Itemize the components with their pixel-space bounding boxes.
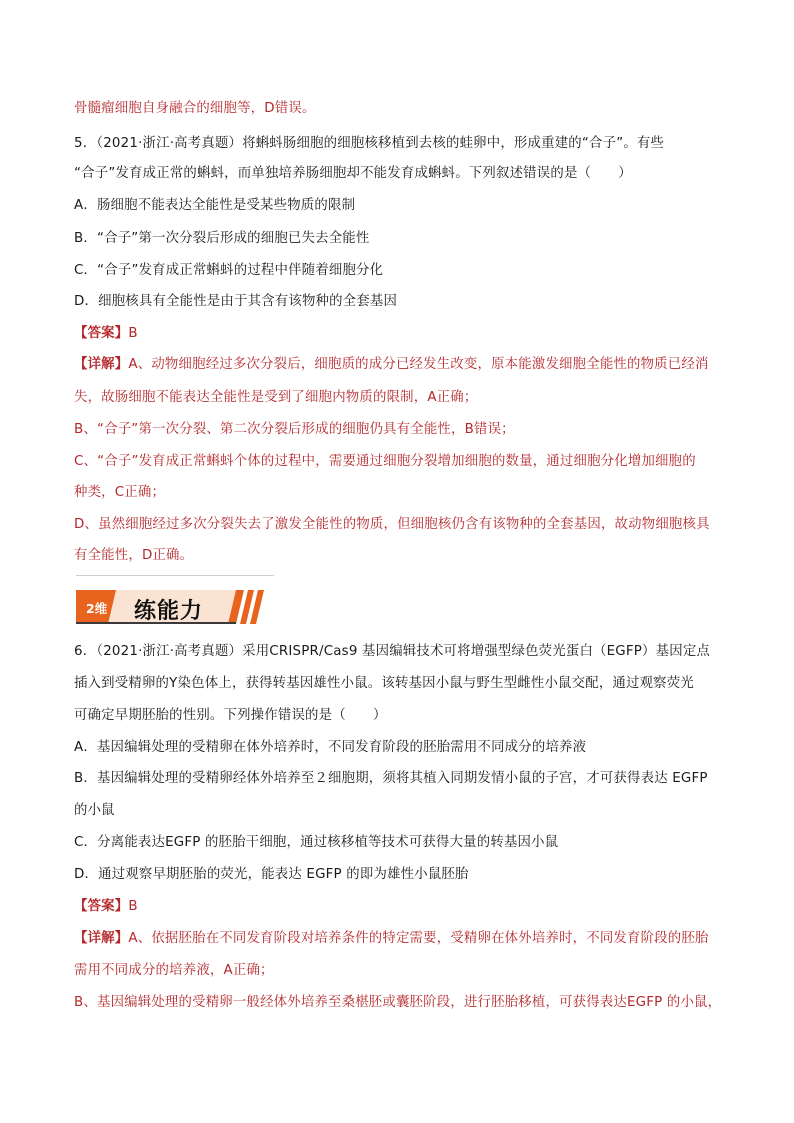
q6-option-c: C．分离能表达EGFP 的胚胎干细胞，通过核移植等技术可获得大量的转基因小鼠 [74,835,559,850]
q5-detail-line-4: C、“合子”发育成正常蝌蚪个体的过程中，需要通过细胞分裂增加细胞的数量，通过细胞分化增加细胞的 [74,454,696,469]
q6-stem-line-1: 6．（2021·浙江·高考真题）采用CRISPR/Cas9 基因编辑技术可将增强型绿色荧光蛋白（EGFP）基因定点 [74,644,711,659]
q6-option-b-line-1: B．基因编辑处理的受精卵经体外培养至２细胞期，须将其植入同期发情小鼠的子宫，才可获得表达 EGFP [74,771,708,786]
answer-value: B [128,899,138,914]
section-tag: 2维 [86,601,108,616]
detail-text: A、动物细胞经过多次分裂后，细胞质的成分已经发生改变，原本能激发细胞全能性的物质已经消 [128,357,709,372]
q5-detail-line-1 [74,356,709,374]
detail-label: 【详解】 [74,357,129,372]
detail-label: 【详解】 [74,931,129,946]
detail-text: A、依据胚胎在不同发育阶段对培养条件的特定需要，受精卵在体外培养时，不同发育阶段的胚胎 [128,931,709,946]
q5-stem-line-1: 5．（2021·浙江·高考真题）将蝌蚪肠细胞的细胞核移植到去核的蛙卵中，形成重建的“合子”。有些 [74,136,665,151]
q6-answer [74,898,138,916]
q6-option-b-line-2: 的小鼠 [74,803,115,818]
q6-option-a: A．基因编辑处理的受精卵在体外培养时，不同发育阶段的胚胎需用不同成分的培养液 [74,740,587,755]
q5-option-a: A．肠细胞不能表达全能性是受某些物质的限制 [74,198,356,213]
q6-detail-line-2: 需用不同成分的培养液，A正确； [74,963,274,978]
q5-stem-line-2: “合子”发育成正常的蝌蚪，而单独培养肠细胞却不能发育成蝌蚪。下列叙述错误的是（ ） [74,166,632,181]
previous-answer-continuation: 骨髓瘤细胞自身融合的细胞等，D错误。 [74,101,316,116]
answer-value: B [128,326,138,341]
answer-label: 【答案】 [74,326,129,341]
section-title: 练能力 [134,599,204,624]
section-banner [76,590,266,624]
section-divider [76,575,274,576]
q5-detail-line-5: 种类，C正确； [74,485,166,500]
q5-option-d: D．细胞核具有全能性是由于其含有该物种的全套基因 [74,294,398,309]
q5-option-b: B．“合子”第一次分裂后形成的细胞已失去全能性 [74,231,370,246]
q5-option-c: C．“合子”发育成正常蝌蚪的过程中伴随着细胞分化 [74,263,384,278]
q5-detail-line-2: 失，故肠细胞不能表达全能性是受到了细胞内物质的限制，A正确； [74,390,478,405]
q6-stem-line-3: 可确定早期胚胎的性别。下列操作错误的是（ ） [74,708,387,723]
q5-detail-line-7: 有全能性，D正确。 [74,548,194,563]
q5-answer [74,325,138,343]
q6-detail-line-3: B、基因编辑处理的受精卵一般经体外培养至桑椹胚或囊胚阶段，进行胚胎移植，可获得表达EGFP 的小鼠， [74,995,722,1010]
q5-detail-line-3: B、“合子”第一次分裂、第二次分裂后形成的细胞仍具有全能性，B错误； [74,422,515,437]
answer-label: 【答案】 [74,899,129,914]
q6-detail-line-1 [74,930,709,948]
q6-stem-line-2: 插入到受精卵的Y染色体上，获得转基因雄性小鼠。该转基因小鼠与野生型雌性小鼠交配，通过观察荧光 [74,676,694,691]
q5-detail-line-6: D、虽然细胞经过多次分裂失去了激发全能性的物质，但细胞核仍含有该物种的全套基因，故动物细胞核具 [74,517,710,532]
q6-option-d: D．通过观察早期胚胎的荧光，能表达 EGFP 的即为雄性小鼠胚胎 [74,867,469,882]
